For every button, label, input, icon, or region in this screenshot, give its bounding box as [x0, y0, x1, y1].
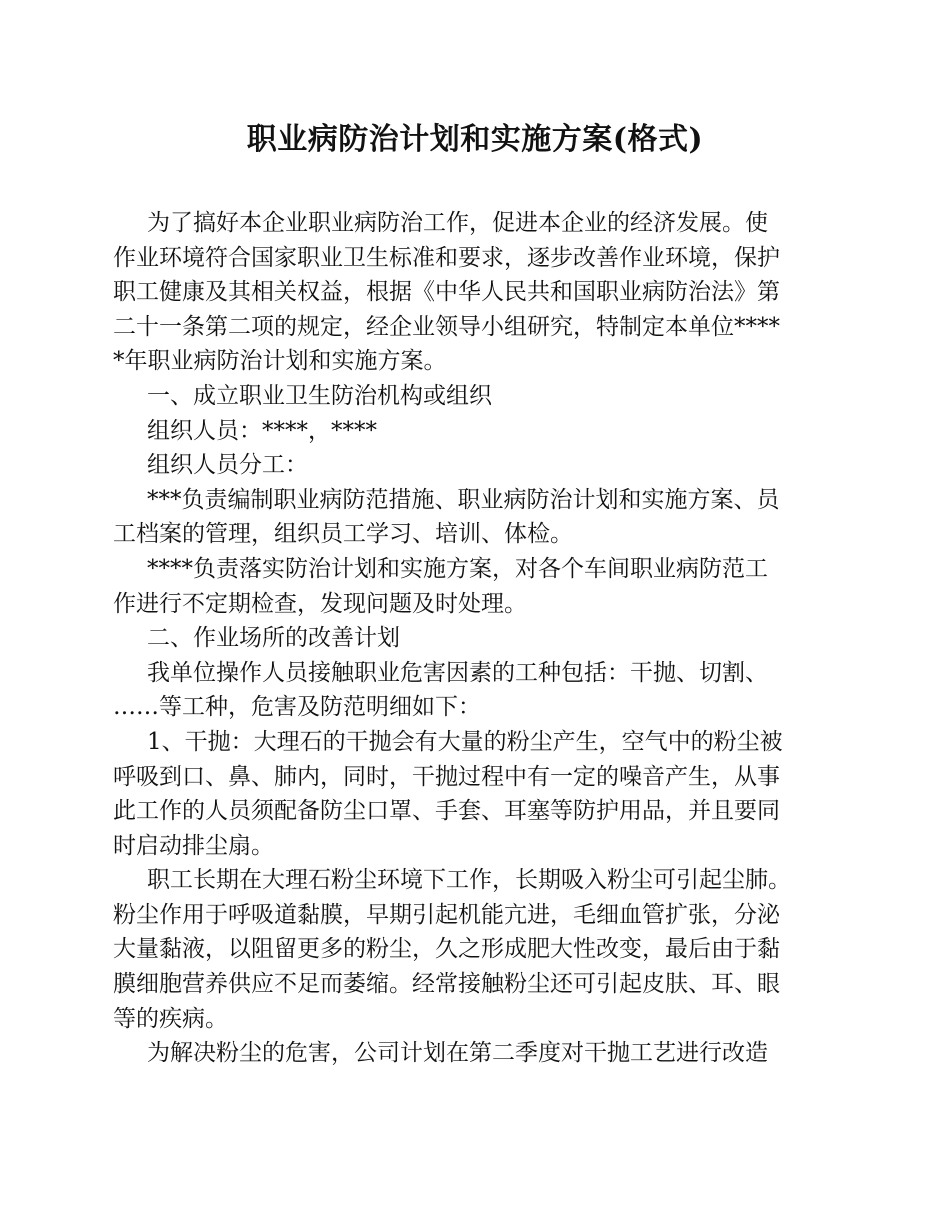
document-line: 为解决粉尘的危害，公司计划在第二季度对干抛工艺进行改造 — [147, 1040, 768, 1067]
document-line: 我单位操作人员接触职业危害因素的工种包括：干抛、切割、 — [147, 659, 768, 686]
document-line: *年职业病防治计划和实施方案。 — [113, 348, 447, 375]
document-line: 膜细胞营养供应不足而萎缩。经常接触粉尘还可引起皮肤、耳、眼 — [113, 971, 780, 998]
document-line: 大量黏液，以阻留更多的粉尘，久之形成肥大性改变，最后由于黏 — [113, 936, 780, 963]
document-title: 职业病防治计划和实施方案(格式) — [246, 122, 704, 157]
document-line: 组织人员：****，**** — [147, 417, 377, 444]
document-line: 1、干抛：大理石的干抛会有大量的粉尘产生，空气中的粉尘被 — [147, 728, 783, 755]
document-line: ****负责落实防治计划和实施方案，对各个车间职业病防范工 — [147, 555, 768, 582]
document-line: 作业环境符合国家职业卫生标准和要求，逐步改善作业环境，保护 — [113, 244, 780, 271]
document-line: 为了搞好本企业职业病防治工作，促进本企业的经济发展。使 — [147, 210, 768, 236]
document-body — [113, 206, 843, 1071]
document-line: 组织人员分工： — [147, 452, 308, 479]
document-line: ……等工种，危害及防范明细如下： — [113, 694, 481, 721]
document-line: 作进行不定期检查，发现问题及时处理。 — [113, 590, 527, 617]
document-line: 一、成立职业卫生防治机构或组织 — [147, 382, 492, 409]
document-line: 等的疾病。 — [113, 1005, 228, 1032]
document-line: 二十一条第二项的规定，经企业领导小组研究，特制定本单位**** — [113, 313, 780, 340]
document-line: ***负责编制职业病防范措施、职业病防治计划和实施方案、员 — [147, 486, 780, 513]
document-line: 职工健康及其相关权益，根据《中华人民共和国职业病防治法》第 — [113, 279, 780, 306]
document-line: 二、作业场所的改善计划 — [147, 625, 400, 652]
document-line: 此工作的人员须配备防尘口罩、手套、耳塞等防护用品，并且要同 — [113, 798, 780, 825]
document-line: 呼吸到口、鼻、肺内，同时，干抛过程中有一定的噪音产生，从事 — [113, 763, 780, 790]
document-line: 工档案的管理，组织员工学习、培训、体检。 — [113, 521, 573, 548]
document-line: 粉尘作用于呼吸道黏膜，早期引起机能亢进，毛细血管扩张，分泌 — [113, 901, 780, 928]
document-line: 职工长期在大理石粉尘环境下工作，长期吸入粉尘可引起尘肺。 — [147, 867, 791, 894]
document-line: 时启动排尘扇。 — [113, 832, 274, 859]
